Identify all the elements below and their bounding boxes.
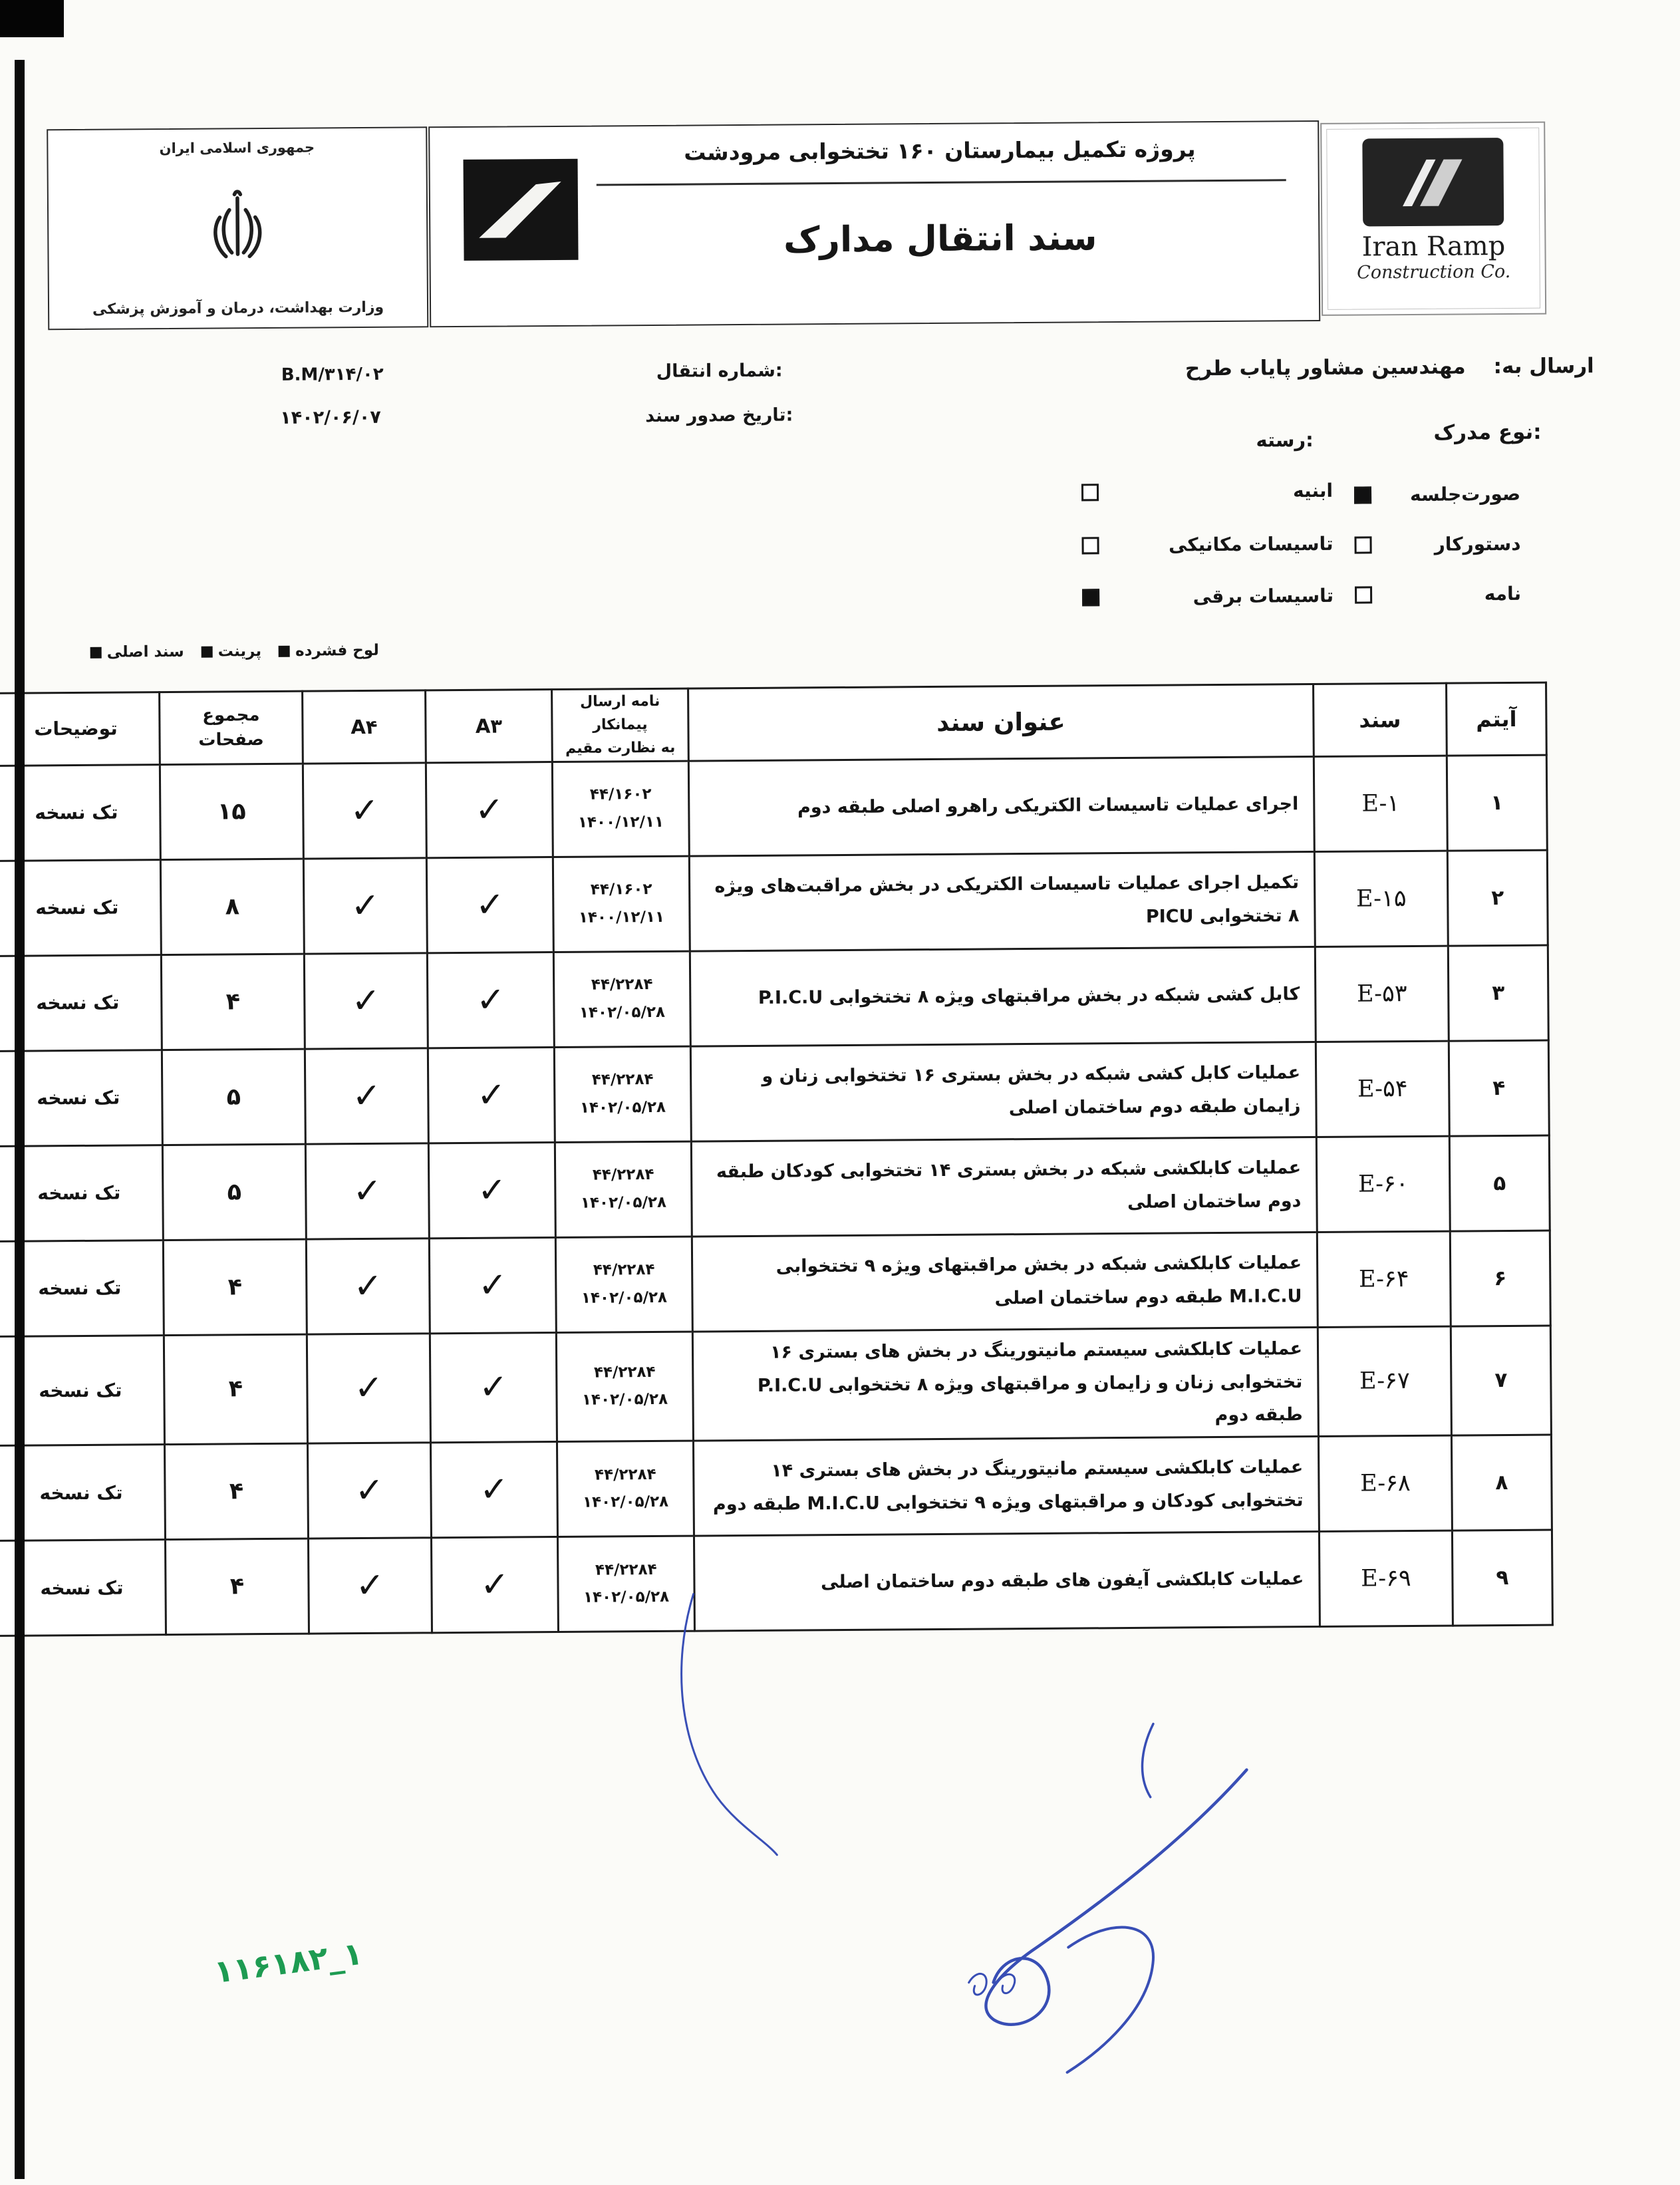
letter-number: ۴۴/۲۲۸۴	[591, 1071, 654, 1089]
notes-cell: تک نسخه	[0, 859, 161, 956]
checkmark-icon: ✓	[475, 885, 505, 925]
checkmark-icon: ✓	[479, 1469, 509, 1511]
doc-title-cell: عملیات کابلکشی سیستم مانیتورینگ در بخش های بستری ۱۴ تختخوابی کودکان و مراقبتهای ویژه ۹ تختخوابی M.I.C.U طبقه دوم	[693, 1437, 1319, 1536]
iran-ramp-logo-icon	[1393, 150, 1473, 214]
letter-number: ۴۴/۲۲۸۴	[595, 1560, 657, 1579]
checkmark-icon: ✓	[477, 1170, 507, 1211]
a4-check-cell	[308, 1538, 432, 1634]
letter-date: ۱۴۰۲/۰۵/۲۸	[583, 1588, 670, 1607]
table-row	[0, 1231, 1550, 1336]
letter-ref-cell	[554, 1046, 691, 1142]
signature	[623, 1573, 1305, 2103]
notes-cell: تک نسخه	[0, 1145, 163, 1241]
checkmark-icon: ✓	[354, 1368, 384, 1409]
col-header-pages	[160, 691, 303, 764]
doc-title-cell: عملیات کابل کشی شبکه در بخش بستری ۱۶ تختخوابی زنان و زایمان طبقه دوم ساختمان اصلی	[690, 1042, 1316, 1141]
document-title: سند انتقال مدارک	[783, 218, 1097, 261]
company-subtitle: Construction Co.	[1357, 261, 1511, 283]
table-row	[0, 850, 1548, 956]
ministry-title: جمهوری اسلامی ایران	[159, 139, 315, 157]
doc-code-cell: E-۶۹	[1319, 1530, 1453, 1626]
col-header-letter	[552, 688, 689, 762]
doc-code-cell: E-۱۵	[1314, 851, 1448, 947]
letter-number: ۴۴/۲۲۸۴	[593, 1261, 655, 1279]
col-header-a3: A۳	[426, 690, 553, 763]
item-number-cell: ۹	[1452, 1530, 1552, 1626]
a3-check-cell	[429, 1237, 556, 1333]
notes-cell: تک نسخه	[0, 954, 162, 1051]
legend-label: سند اصلی	[106, 643, 184, 661]
col-header-a4: A۴	[303, 690, 426, 764]
checkmark-icon: ✓	[353, 1266, 383, 1306]
checkmark-icon: ✓	[355, 1566, 385, 1606]
legend-item-print	[202, 643, 262, 660]
checkmark-icon: ✓	[480, 1564, 509, 1606]
notes-cell: تک نسخه	[0, 764, 160, 861]
doc-title-cell: اجرای عملیات تاسیسات الکتریکی راهرو اصلی طبقه دوم	[688, 756, 1314, 856]
scan-corner-mark	[0, 0, 64, 37]
category-label: ابنیه	[1292, 479, 1333, 502]
company-logo	[1362, 138, 1504, 226]
iran-emblem-icon	[204, 187, 271, 269]
letter-ref-cell	[555, 1141, 692, 1237]
doc-code-cell: E-۶۸	[1318, 1435, 1452, 1531]
table-row	[0, 945, 1548, 1051]
pages-cell: ۴	[161, 954, 305, 1050]
issue-date-label: تاریخ صدور سند:	[645, 404, 793, 427]
item-number-cell: ۴	[1449, 1040, 1549, 1136]
checkmark-icon: ✓	[351, 980, 381, 1021]
a4-check-cell	[307, 1443, 431, 1538]
company-name: Iran Ramp	[1361, 230, 1506, 263]
doc-title-cell: کابل کشی شبکه در بخش مراقبتهای ویژه ۸ تختخوابی P.I.C.U	[690, 947, 1316, 1046]
filled-square-icon	[202, 646, 213, 657]
pages-cell: ۵	[162, 1049, 305, 1145]
category-option-electrical	[1082, 585, 1333, 609]
letter-ref-cell	[553, 856, 690, 952]
item-number-cell: ۶	[1450, 1231, 1550, 1326]
letter-date: ۱۴۰۰/۱۲/۱۱	[577, 813, 664, 831]
transfer-no-label: شماره انتقال:	[656, 360, 783, 382]
legend-item-cd	[279, 642, 379, 660]
a4-check-cell	[305, 1143, 429, 1238]
item-number-cell: ۷	[1451, 1326, 1551, 1436]
checkmark-icon: ✓	[476, 1075, 506, 1115]
legend-label: لوح فشرده	[295, 641, 379, 660]
doc-type-option-minutes	[1354, 483, 1520, 506]
table-row	[0, 1040, 1549, 1146]
notes-cell: تک نسخه	[0, 1540, 166, 1636]
doc-code-cell: E-۶۴	[1317, 1231, 1451, 1327]
col-header-pages-line1: مجموع	[202, 705, 260, 726]
letter-ref-cell	[555, 1237, 692, 1332]
category-section-label: رسته:	[1256, 428, 1314, 452]
legend-item-original	[90, 643, 184, 661]
scan-edge-strip	[15, 60, 25, 2179]
filled-square-icon	[90, 647, 102, 658]
a3-check-cell	[427, 952, 554, 1048]
col-header-item: آیتم	[1447, 682, 1547, 756]
a4-check-cell	[307, 1333, 430, 1443]
a3-check-cell	[426, 762, 553, 857]
col-header-letter-line2: به نظارت مقیم	[565, 740, 676, 758]
checkmark-icon: ✓	[350, 790, 380, 831]
category-checkbox	[1081, 484, 1099, 501]
letter-ref-cell	[556, 1332, 693, 1442]
checkmark-icon: ✓	[478, 1265, 507, 1306]
item-number-cell: ۵	[1449, 1135, 1550, 1231]
ministry-box	[47, 126, 428, 330]
doc-type-option-letter	[1355, 583, 1521, 606]
project-title: پروژه تکمیل بیمارستان ۱۶۰ تختخوابی مرودشت	[684, 136, 1196, 166]
documents-table	[0, 682, 1554, 1638]
col-header-pages-line2: صفحات	[198, 729, 264, 750]
checkmark-icon: ✓	[354, 1471, 384, 1511]
doc-title-cell: عملیات کابلکشی آیفون های طبقه دوم ساختمان اصلی	[694, 1532, 1320, 1632]
doc-title-cell: تکمیل اجرای عملیات تاسیسات الکتریکی در بخش مراقبت‌های ویژه ۸ تختخوابی PICU	[689, 851, 1315, 951]
table-row	[0, 755, 1547, 861]
checkmark-icon: ✓	[478, 1367, 508, 1408]
letter-date: ۱۴۰۲/۰۵/۲۸	[580, 1193, 667, 1212]
filled-square-icon	[279, 645, 290, 656]
pages-cell: ۸	[160, 859, 304, 954]
checkmark-icon: ✓	[474, 790, 504, 830]
letter-ref-cell	[552, 761, 689, 857]
title-divider	[597, 179, 1286, 186]
col-header-letter-line1: نامه ارسال پیمانکار	[579, 692, 660, 734]
a3-check-cell	[428, 1047, 555, 1143]
letter-ref-cell	[557, 1441, 694, 1536]
category-option-mechanical	[1081, 533, 1333, 557]
notes-cell: تک نسخه	[0, 1335, 164, 1446]
pages-cell: ۴	[163, 1239, 307, 1335]
doc-title-cell: عملیات کابلکشی سیستم مانیتورینگ در بخش های بستری ۱۶ تختخوابی زنان و زایمان و مراقبتهای ویژه ۸ تختخوابی P.I.C.U طبقه دوم	[692, 1327, 1318, 1441]
checkmark-icon: ✓	[476, 980, 505, 1020]
contractor-mark	[464, 159, 579, 261]
table-row	[0, 1435, 1552, 1540]
doc-title-cell: عملیات کابلکشی شبکه در بخش بستری ۱۴ تختخوابی کودکان طبقه دوم ساختمان اصلی	[691, 1137, 1317, 1237]
letter-date: ۱۴۰۰/۱۲/۱۱	[578, 908, 665, 927]
a4-check-cell	[305, 1048, 428, 1143]
doc-type-label: نامه	[1484, 582, 1522, 605]
doc-code-cell: E-۶۷	[1318, 1326, 1451, 1437]
doc-code-cell: E-۵۳	[1315, 946, 1449, 1042]
send-to-field	[1154, 354, 1594, 381]
checkmark-icon: ✓	[352, 1076, 382, 1116]
doc-code-cell: E-۱	[1314, 756, 1447, 851]
letter-date: ۱۴۰۲/۰۵/۲۸	[579, 1098, 666, 1117]
letter-number: ۴۴/۱۶۰۲	[590, 881, 652, 899]
transfer-no-value: B.M/۳۱۴/۰۲	[281, 364, 384, 385]
letter-number: ۴۴/۲۲۸۴	[591, 976, 653, 994]
item-number-cell: ۱	[1447, 755, 1547, 851]
pages-cell: ۴	[165, 1538, 309, 1634]
letter-date: ۱۴۰۲/۰۵/۲۸	[579, 1003, 666, 1022]
letter-number: ۴۴/۲۲۸۴	[594, 1465, 656, 1484]
doc-type-label: دستورکار	[1434, 532, 1521, 555]
category-label: تاسیسات مکانیکی	[1168, 532, 1333, 556]
category-checkbox	[1081, 537, 1099, 554]
checkmark-icon: ✓	[352, 1171, 382, 1211]
doc-code-cell: E-۵۴	[1316, 1041, 1449, 1137]
a3-check-cell	[430, 1442, 557, 1538]
notes-cell: تک نسخه	[0, 1050, 162, 1146]
media-legend	[90, 642, 379, 661]
letter-ref-cell	[553, 951, 690, 1047]
letter-number: ۴۴/۲۲۸۴	[593, 1364, 656, 1382]
table-header-row	[0, 682, 1546, 766]
letter-date: ۱۴۰۲/۰۵/۲۸	[581, 1288, 668, 1307]
col-header-doc: سند	[1314, 683, 1447, 756]
doc-type-checkbox	[1354, 536, 1371, 553]
a4-check-cell	[304, 952, 428, 1048]
item-number-cell: ۳	[1448, 945, 1548, 1041]
table-row	[0, 1135, 1550, 1241]
doc-type-checkbox	[1354, 486, 1371, 504]
category-option-civil	[1081, 480, 1333, 504]
a3-check-cell	[431, 1537, 558, 1633]
doc-code-cell: E-۶۰	[1316, 1136, 1450, 1232]
pages-cell: ۴	[164, 1443, 308, 1539]
doc-type-label: صورت‌جلسه	[1409, 482, 1521, 506]
checkmark-icon: ✓	[350, 885, 380, 926]
send-to-value: مهندسین مشاور پایاب طرح	[1185, 355, 1466, 381]
letter-date: ۱۴۰۲/۰۵/۲۸	[582, 1493, 669, 1512]
a4-check-cell	[303, 857, 427, 953]
pages-cell: ۵	[162, 1144, 306, 1240]
item-number-cell: ۸	[1451, 1435, 1552, 1530]
item-number-cell: ۲	[1447, 850, 1548, 946]
category-checkbox	[1082, 589, 1099, 606]
col-header-title: عنوان سند	[688, 684, 1314, 761]
pages-cell: ۴	[164, 1334, 307, 1445]
a3-check-cell	[426, 857, 553, 952]
letter-date: ۱۴۰۲/۰۵/۲۸	[581, 1391, 668, 1409]
notes-cell: تک نسخه	[0, 1445, 165, 1541]
doc-type-checkbox	[1355, 586, 1372, 603]
letter-number: ۴۴/۱۶۰۲	[589, 786, 652, 803]
table-row	[0, 1326, 1551, 1446]
doc-type-option-workorder	[1354, 533, 1520, 556]
category-label: تاسیسات برقی	[1192, 584, 1334, 608]
title-box	[428, 120, 1320, 327]
send-to-label: ارسال به:	[1493, 354, 1594, 379]
ministry-subtitle: وزارت بهداشت، درمان و آموزش پزشکی	[92, 299, 384, 318]
notes-cell: تک نسخه	[0, 1240, 164, 1336]
green-ref-number: ۱۱۶۱۸۲_۱	[211, 1935, 365, 1991]
contractor-mark-icon	[471, 167, 571, 253]
company-box	[1320, 122, 1546, 316]
a3-check-cell	[428, 1142, 555, 1238]
pages-cell: ۱۵	[160, 764, 303, 859]
a4-check-cell	[306, 1238, 430, 1334]
a3-check-cell	[430, 1332, 557, 1443]
a4-check-cell	[303, 762, 426, 858]
doc-title-cell: عملیات کابلکشی شبکه در بخش مراقبتهای ویژه ۹ تختخوابی M.I.C.U طبقه دوم ساختمان اصلی	[692, 1232, 1318, 1332]
legend-label: پرینت	[217, 643, 262, 660]
letter-number: ۴۴/۲۲۸۴	[592, 1166, 654, 1184]
doc-type-section-label: نوع مدرک:	[1433, 420, 1542, 445]
col-header-notes: توضیحات	[0, 692, 160, 766]
issue-date-value: ۱۴۰۲/۰۶/۰۷	[280, 406, 381, 428]
